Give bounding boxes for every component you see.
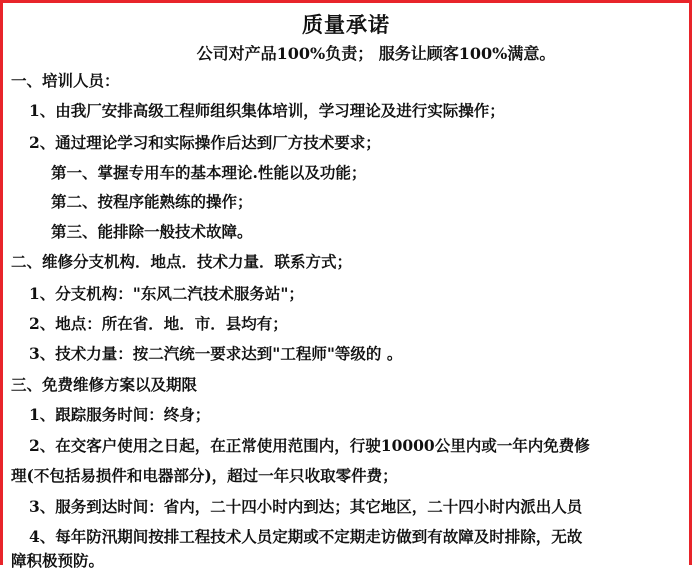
- list-item: 2、通过理论学习和实际操作后达到厂方技术要求；: [29, 133, 381, 152]
- section-heading-branches: 二、维修分支机构．地点．技术力量．联系方式；: [11, 252, 353, 271]
- section-heading-training: 一、培训人员：: [11, 71, 120, 90]
- list-item: 3、服务到达时间：省内，二十四小时内到达；其它地区，二十四小时内派出人员: [29, 497, 583, 516]
- list-item: 第三、能排除一般技术故障。: [51, 222, 253, 241]
- list-item: 1、跟踪服务时间：终身；: [29, 405, 211, 424]
- list-item: 2、地点：所在省．地．市．县均有；: [29, 314, 288, 333]
- list-item: 1、由我厂安排高级工程师组织集体培训，学习理论及进行实际操作；: [29, 101, 505, 120]
- page-subtitle: 公司对产品100%负责； 服务让顾客100%满意。: [196, 44, 556, 63]
- list-item: 1、分支机构："东风二汽技术服务站"；: [29, 284, 304, 303]
- section-heading-free-repair: 三、免费维修方案以及期限: [11, 375, 198, 394]
- list-item: 3、技术力量：按二汽统一要求达到"工程师"等级的 。: [29, 344, 403, 363]
- page-title: 质量承诺: [302, 12, 390, 37]
- list-item: 2、在交客户使用之日起，在正常使用范围内，行驶10000公里内或一年内免费修: [29, 436, 590, 455]
- list-item-continuation: 理(不包括易损件和电器部分)，超过一年只收取零件费；: [11, 466, 398, 485]
- list-item-continuation: 障积极预防。: [11, 551, 105, 570]
- list-item: 第二、按程序能熟练的操作；: [51, 192, 253, 211]
- list-item: 第一、掌握专用车的基本理论.性能以及功能；: [51, 163, 367, 182]
- list-item: 4、每年防汛期间按排工程技术人员定期或不定期走访做到有故障及时排除，无故: [29, 527, 583, 546]
